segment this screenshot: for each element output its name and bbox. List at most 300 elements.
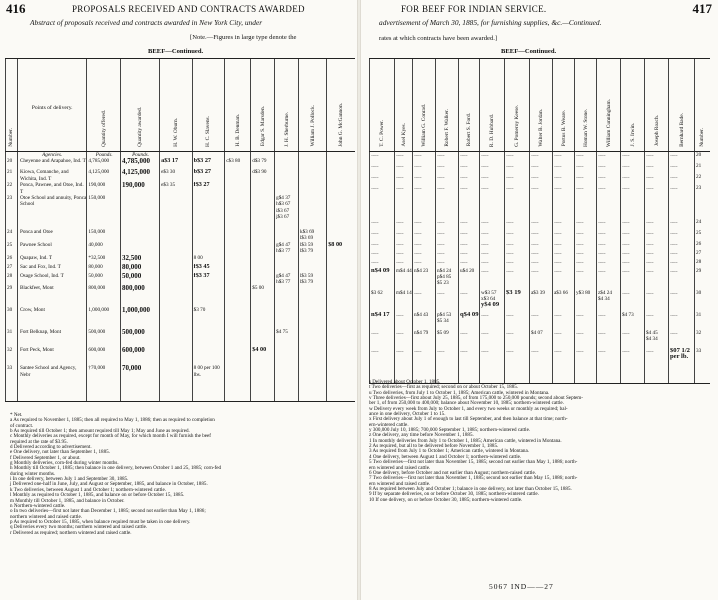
bid-cell [275,347,299,365]
bid-value: u$4 20 [460,267,475,274]
bid-cell [225,307,251,329]
right-col-header-label: Asel Kyes. [400,122,407,147]
right-row-number: 31 [695,312,710,330]
bid-cell: ......... [645,241,669,250]
bid-cell: ......... [459,259,480,268]
footnote-line: p As required to October 15, 1885, when balance required must be taken in one delivery. [10,518,191,525]
left-col-header-label: Edgar S. Marsden. [259,106,266,147]
bid-cell [298,169,326,182]
bid-cell: ......... [645,152,669,163]
bid-cell: ......... [669,330,695,348]
point-of-delivery: Blackfeet, Mont [17,285,86,307]
bid-value: n$4 79 [414,329,429,336]
bid-cell: ......... [669,250,695,259]
bid-cell [160,255,193,264]
right-section-title: BEEF—Continued. [501,48,557,55]
left-running-head: PROPOSALS RECEIVED AND CONTRACTS AWARDED [72,4,305,14]
bid-cell: ......... [480,219,505,230]
bid-value: $4 45 [646,329,658,336]
bid-cell: ......... [370,163,395,174]
right-row-number: 30 [695,290,710,312]
row-number: 27 [6,264,18,273]
footnote-line: v Three deliveries—first about July 25, 1885, of from 175,000 to 250,000 pounds; second about Septem- [369,395,583,402]
bid-cell: ......... [459,230,480,241]
bid-cell: ......... [395,152,413,163]
bid-cell: ......... [370,250,395,259]
bid-cell: ......... [459,185,480,219]
bid-cell [225,329,251,347]
right-abstract-title: advertisement of March 30, 1885, for furnishing supplies, &c.—Continued. [379,18,602,27]
bid-cell [298,285,326,307]
quantity-offered: †70,000 [87,365,121,401]
bid-cell: b$3 27 [192,169,225,182]
bid-cell: ......... [575,330,597,348]
footnote-line: b As required till October 1; then amount required till May 1; May and June as required. [10,428,190,435]
left-table-row [6,242,356,255]
bid-cell: ......... [597,250,621,259]
row-number: 25 [6,242,18,255]
quantity-offered: 150,000 [87,195,121,229]
bid-cell [192,329,225,347]
right-col-header-label: T. C. Power. [379,119,385,147]
left-cell [225,152,251,159]
quantity-awarded [121,242,160,255]
left-table-row [6,158,356,169]
bid-cell [275,285,299,307]
bid-value: p$4 53 [437,311,452,318]
point-of-delivery: Ponca and Otoe [17,229,86,242]
point-of-delivery: Ponca, Pawnee, and Otoe, Ind. T [17,182,86,195]
footnote-line: 8 As required between July and October 1; balance in one delivery, not later than October 15, 1885. [369,485,572,492]
bid-value: h$3 77 [276,248,291,255]
quantity-awarded: 4,785,000 [121,158,160,169]
footnote-line: during winter months. [10,470,56,477]
bid-cell [275,169,299,182]
bid-cell: ......... [436,185,459,219]
left-table-row [6,264,356,273]
bid-cell: ......... [436,290,459,312]
quantity-offered: 4,785,000 [87,158,121,169]
bid-cell: ......... [480,348,505,384]
row-number: 23 [6,195,18,229]
bid-cell [160,195,193,229]
row-number: 31 [6,329,18,347]
bid-cell [298,347,326,365]
left-table-row [6,285,356,307]
bid-cell: ......... [413,230,436,241]
bid-cell: ......... [370,259,395,268]
bid-cell: ......... [395,219,413,230]
footnote-line: 5 Two deliveries—first not later than November 15, 1885; second not earlier than May 1, 1886; north- [369,459,578,466]
bid-cell: ......... [505,250,530,259]
bid-value: g$4 47 [276,272,291,279]
bid-cell [298,273,326,286]
bid-cell [251,242,275,255]
left-col-header-label: William J. Pollock. [309,105,316,147]
bid-cell [192,229,225,242]
bid-cell: ......... [413,348,436,384]
bid-cell [192,195,225,229]
quantity-awarded: 32,500 [121,255,160,264]
bid-cell: ......... [480,185,505,219]
bid-cell: ......... [645,348,669,384]
row-number: 28 [6,273,18,286]
bid-cell [413,312,436,330]
left-table-row [6,329,356,347]
bid-cell [553,290,575,312]
left-col-header-label: H. B. Denman. [234,114,241,147]
bid-cell: ......... [395,174,413,185]
right-row-number: 33 [695,348,710,384]
bid-cell: ......... [645,185,669,219]
footnote-line: ance in one delivery, October 1 to 15. [369,411,446,418]
right-table-row [370,230,710,241]
bid-cell: ......... [459,174,480,185]
bid-cell: ......... [553,163,575,174]
bid-value: n$4 43 [414,311,429,318]
bid-cell: ......... [480,250,505,259]
bid-cell: ......... [669,185,695,219]
bid-cell: ......... [413,174,436,185]
bid-cell [251,195,275,229]
right-sub-note: rates at which contracts have been awarded.] [379,35,498,42]
bid-cell: ......... [370,185,395,219]
bid-cell [395,290,413,312]
bid-cell: ......... [597,241,621,250]
bid-cell: 8 00 per 100 lbs. [192,365,225,401]
bid-cell: ......... [413,163,436,174]
bid-cell [621,312,645,330]
footnote-line: 1 In monthly deliveries from July 1 to October 1, 1885; American cattle, wintered in Montana. [369,437,562,444]
bid-cell: ......... [645,163,669,174]
signature-mark: 5067 IND——27 [489,582,554,591]
footnote-line: t Two deliveries—first as required; second on or about October 15, 1885. [369,384,519,391]
bid-cell [160,285,193,307]
bid-cell: ......... [530,230,553,241]
footnote-line: o In two deliveries—first not later than December 1, 1885; second not earlier than May 1, 1886; [10,508,206,515]
point-of-delivery: Otoe School and annuity, Ponca School [17,195,86,229]
right-col-header [621,59,645,152]
left-col-header [327,59,355,152]
footnote-line: ern wintered and raised cattle. [369,480,431,487]
bid-cell: ......... [553,241,575,250]
bid-cell: ......... [645,312,669,330]
quantity-awarded: 4,125,000 [121,169,160,182]
point-of-delivery: Santee School and Agency, Nebr [17,365,86,401]
bid-cell: e$3 30 [160,169,193,182]
left-col-header-label: Quantity awarded. [137,106,144,147]
bid-cell: ......... [553,312,575,330]
bid-cell: ......... [530,219,553,230]
right-row-number: 20 [695,152,710,163]
bid-cell: ......... [480,241,505,250]
bid-cell: ......... [395,348,413,384]
right-col-header [370,59,395,152]
bid-cell: ......... [575,152,597,163]
row-number: 22 [6,182,18,195]
bid-cell: ......... [370,348,395,384]
bid-cell: ......... [480,174,505,185]
bid-cell [225,195,251,229]
bid-value: g$4 37 [276,195,291,202]
right-table-row [370,163,710,174]
bid-cell [251,182,275,195]
left-col-header-label: H. C. Slavens. [205,115,212,147]
left-col-header [298,59,326,152]
bid-cell [160,329,193,347]
bid-cell: ......... [553,330,575,348]
point-of-delivery: Fort Peck, Mont [17,347,86,365]
footnote-line: i In one delivery, between July 1 and September 30, 1885. [10,476,129,483]
bid-cell: ......... [621,330,645,348]
right-row-number: 23 [695,185,710,219]
bid-value: $4 34 [646,335,658,342]
bid-cell [275,158,299,169]
bid-cell: ......... [436,152,459,163]
bid-cell: ......... [597,268,621,290]
left-abstract-title: Abstract of proposals received and contracts awarded in New York City, under [30,18,263,27]
bid-cell: ......... [669,268,695,290]
right-row-number: 26 [695,241,710,250]
bid-cell [225,169,251,182]
left-beef-table [5,58,355,402]
quantity-awarded: 190,000 [121,182,160,195]
bid-cell: ......... [395,230,413,241]
bid-cell: ......... [436,163,459,174]
bid-cell: ......... [553,259,575,268]
bid-cell: ......... [436,250,459,259]
bid-cell: ......... [575,259,597,268]
footnote-line: f Delivered September 1, or about. [10,454,81,461]
left-col-header-label: Points of delivery. [31,104,73,111]
quantity-offered: *32,500 [87,255,121,264]
bid-cell [275,273,299,286]
bid-value: l$3 69 [299,235,314,242]
bid-cell: ......... [621,241,645,250]
bid-value: n$4 24 [437,267,452,274]
right-table-row [370,241,710,250]
quantity-awarded: 70,000 [121,365,160,401]
bid-cell [669,348,695,384]
footnote-line: d Delivered according to advertisement. [10,444,92,451]
bid-cell [225,285,251,307]
bid-cell: ......... [505,152,530,163]
bid-cell [275,182,299,195]
bid-value: z$4 24 [598,289,612,296]
bid-cell [436,312,459,330]
right-footnotes [369,380,714,503]
bid-cell: ......... [621,259,645,268]
quantity-awarded: 500,000 [121,329,160,347]
bid-cell: $4 00 [251,347,275,365]
right-col-header-label: Homan W. Stone. [582,108,589,147]
bid-cell: ......... [597,348,621,384]
bid-cell [225,264,251,273]
bid-cell [160,264,193,273]
bid-cell: ......... [395,259,413,268]
bid-cell [298,329,326,347]
bid-cell [298,195,326,229]
footnote-line: c Monthly deliveries as required, except for month of May, for which month I will furnish the beef [10,433,211,440]
footnote-line: e One delivery, not later than September 1, 1885. [10,449,110,456]
footnote-line: 9 If by separate deliveries, on or before October 30, 1885; northern-wintered cattle. [369,491,539,498]
bid-cell [251,273,275,286]
bid-cell [275,242,299,255]
bid-cell [480,290,505,312]
right-col-header [436,59,459,152]
right-table-row [370,312,710,330]
bid-cell [225,182,251,195]
bid-cell: ......... [621,219,645,230]
bid-cell [575,290,597,312]
bid-cell: ......... [645,290,669,312]
bid-cell: ......... [505,163,530,174]
bid-cell: ......... [459,348,480,384]
quantity-offered: 150,000 [87,229,121,242]
bid-cell [251,255,275,264]
quantity-offered: 4,125,000 [87,169,121,182]
bid-cell: ......... [370,219,395,230]
right-beef-table [369,58,710,384]
bid-cell [413,330,436,348]
bid-cell: ......... [480,259,505,268]
right-row-number: 27 [695,250,710,259]
bid-cell [160,365,193,401]
footnote-line: ern-wintered cattle. [369,421,409,428]
bid-cell [160,242,193,255]
quantity-offered: 190,000 [87,182,121,195]
point-of-delivery: Sac and Fox, Ind. T [17,264,86,273]
bid-cell: ......... [505,330,530,348]
bid-cell [530,290,553,312]
footnote-line: * Net. [10,412,23,418]
bid-cell: ......... [436,241,459,250]
bid-cell: ......... [530,312,553,330]
bid-cell: ......... [530,250,553,259]
bid-cell: ......... [669,312,695,330]
right-col-header-label: J. S. Irwin. [629,123,636,147]
bid-cell: ......... [669,152,695,163]
bid-cell: ......... [459,330,480,348]
point-of-delivery: Quapaw, Ind. T [17,255,86,264]
bid-cell: ......... [669,174,695,185]
bid-cell [327,273,355,286]
left-table-row [6,182,356,195]
bid-value: n$4 23 [414,267,429,274]
bid-cell [160,307,193,329]
footnote-line: 6 One delivery, before October and not earlier than August; northern-raised cattle. [369,469,536,476]
left-cell [298,152,326,159]
right-col-header-label: Joseph Roach. [653,115,660,147]
bid-cell: ......... [621,290,645,312]
bid-cell: ......... [597,174,621,185]
right-table-row [370,174,710,185]
bid-cell [251,307,275,329]
bid-cell: ......... [575,174,597,185]
bid-cell [160,229,193,242]
bid-cell: ......... [505,348,530,384]
bid-value: n$4 17 [371,311,390,318]
row-number: 32 [6,347,18,365]
bid-cell [225,242,251,255]
bid-value: p$4 85 [437,273,452,280]
bid-value: h$3 77 [276,279,291,286]
bid-cell [251,329,275,347]
bid-cell: ......... [505,312,530,330]
right-page-number: 417 [692,1,712,16]
bid-cell: ......... [553,219,575,230]
bid-cell [327,365,355,401]
bid-cell [327,307,355,329]
bid-cell [160,347,193,365]
bid-cell: ......... [395,330,413,348]
bid-cell: ......... [669,163,695,174]
right-page [361,0,718,600]
bid-cell: ......... [621,268,645,290]
bid-cell: ......... [553,268,575,290]
footnote-line: r Delivered as required; northern wintered and raised cattle. [10,529,132,536]
bid-cell [298,307,326,329]
bid-cell [251,365,275,401]
bid-cell: ......... [575,241,597,250]
left-col-header [192,59,225,152]
footnote-line: of contract. [10,422,34,429]
right-col-header [695,59,710,152]
bid-cell: ......... [436,259,459,268]
bid-cell: ......... [413,250,436,259]
bid-cell: ......... [459,163,480,174]
left-col-header-label: H. W. Oburn. [172,117,179,147]
bid-cell: ......... [459,219,480,230]
right-col-header [645,59,669,152]
right-col-header-label: Bernhard Bade. [678,112,685,147]
left-col-header [6,59,18,152]
bid-cell: ......... [370,241,395,250]
bid-cell [225,229,251,242]
bid-cell: ......... [669,290,695,312]
bid-cell: ......... [645,268,669,290]
bid-cell: ......... [395,250,413,259]
bid-cell: ......... [669,241,695,250]
footnote-line: northern wintered and raised cattle. [10,513,82,520]
left-cell [327,152,355,159]
bid-cell [370,268,395,290]
left-table-row [6,307,356,329]
bid-cell: ......... [575,219,597,230]
point-of-delivery: Pawnee School [17,242,86,255]
bid-cell: ......... [505,174,530,185]
bid-cell [298,182,326,195]
right-header-row [370,59,710,152]
bid-value: y$4 09 [481,301,500,309]
bid-cell [459,312,480,330]
bid-value: l$3 79 [299,248,314,255]
bid-cell [275,229,299,242]
quantity-offered: 1,000,000 [87,307,121,329]
bid-cell: ......... [669,230,695,241]
bid-cell: ......... [553,174,575,185]
bid-cell [327,169,355,182]
right-col-header-label: William G. Conrad. [421,103,427,147]
bid-cell [225,347,251,365]
bid-cell: ......... [553,152,575,163]
left-col-header-label: Quantity offered. [100,109,107,147]
footnote-line: ern wintered and raised cattle. [369,464,431,471]
bid-cell: $8 00 [327,242,355,255]
bid-cell [298,158,326,169]
bid-value: m$4 14 [396,289,412,296]
bid-cell: ......... [505,219,530,230]
